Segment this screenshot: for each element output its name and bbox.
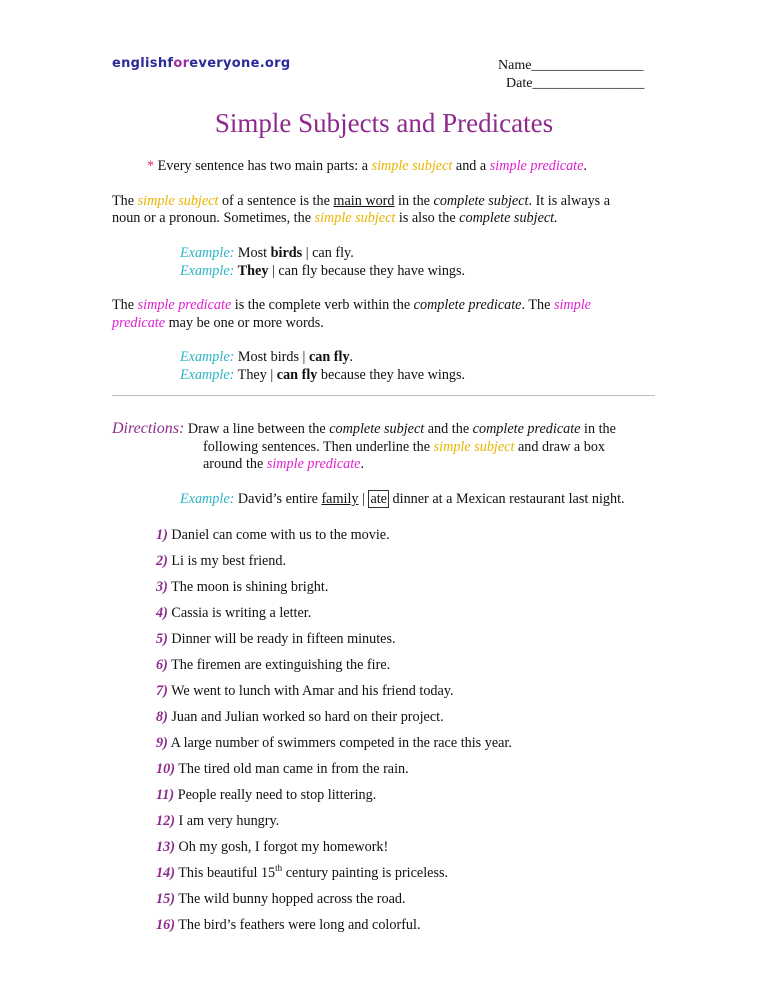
section-divider [112,395,655,396]
directions-line-1: Directions: Draw a line between the complete subject and the complete predicate in the [112,420,616,437]
logo-text-part1: englishf [112,56,174,71]
example-simple-predicate: ate [370,491,387,507]
predicate-example-2: Example: They | can fly because they have wings. [180,367,466,383]
list-item: 12) I am very hungry. [156,813,280,829]
list-item: 10) The tired old man came in from the rain. [156,761,409,777]
subject-para-line-2: noun or a pronoun. Sometimes, the simple subject is also the complete subject. [112,210,558,226]
directions-example: Example: David’s entire family | ate dinner at a Mexican restaurant last night. [180,491,625,507]
directions-label: Directions: [112,420,185,437]
predicate-example-1: Example: Most birds | can fly. [180,349,354,365]
simple-predicate-term: simple predicate [489,158,584,174]
list-item: 7) We went to lunch with Amar and his friend today. [156,683,454,699]
example-simple-subject: family [321,491,359,507]
list-item: 9) A large number of swimmers competed in the race this year. [156,735,512,751]
subject-example-2: Example: They | can fly because they have wings. [180,263,466,279]
logo-text-part2: or [173,56,190,71]
date-field[interactable]: Date________________ [506,76,645,91]
list-item: 13) Oh my gosh, I forgot my homework! [156,839,389,855]
subject-example-1: Example: Most birds | can fly. [180,245,354,261]
site-logo[interactable] [112,56,290,71]
list-item: 16) The bird’s feathers were long and colorful. [156,917,421,933]
logo-text-part3: everyone.org [189,56,291,71]
predicate-para-line-1: The simple predicate is the complete verb within the complete predicate. The simple [112,297,591,313]
list-item: 11) People really need to stop littering. [156,787,377,803]
directions-line-2: following sentences. Then underline the simple subject and draw a box [203,439,606,455]
list-item: 6) The firemen are extinguishing the fire. [156,657,391,673]
list-item: 15) The wild bunny hopped across the road. [156,891,406,907]
directions-line-3: around the simple predicate. [203,456,365,472]
list-item: 4) Cassia is writing a letter. [156,605,312,621]
list-item: 8) Juan and Julian worked so hard on their project. [156,709,444,725]
subject-para-line-1: The simple subject of a sentence is the main word in the complete subject. It is always a [112,193,611,209]
simple-subject-term: simple subject [371,158,453,174]
star-icon: * [147,158,155,174]
list-item: 5) Dinner will be ready in fifteen minutes. [156,631,396,647]
intro-line: * Every sentence has two main parts: a simple subject and a simple predicate. [147,158,587,174]
list-item: 14) This beautiful 15th century painting is priceless. [156,863,449,881]
list-item: 3) The moon is shining bright. [156,579,329,595]
list-item: 1) Daniel can come with us to the movie. [156,527,390,543]
predicate-para-line-2: predicate may be one or more words. [112,315,324,331]
name-field[interactable]: Name________________ [498,58,644,73]
worksheet-title: Simple Subjects and Predicates [214,108,554,138]
name-date-block [498,57,644,93]
list-item: 2) Li is my best friend. [156,553,287,569]
